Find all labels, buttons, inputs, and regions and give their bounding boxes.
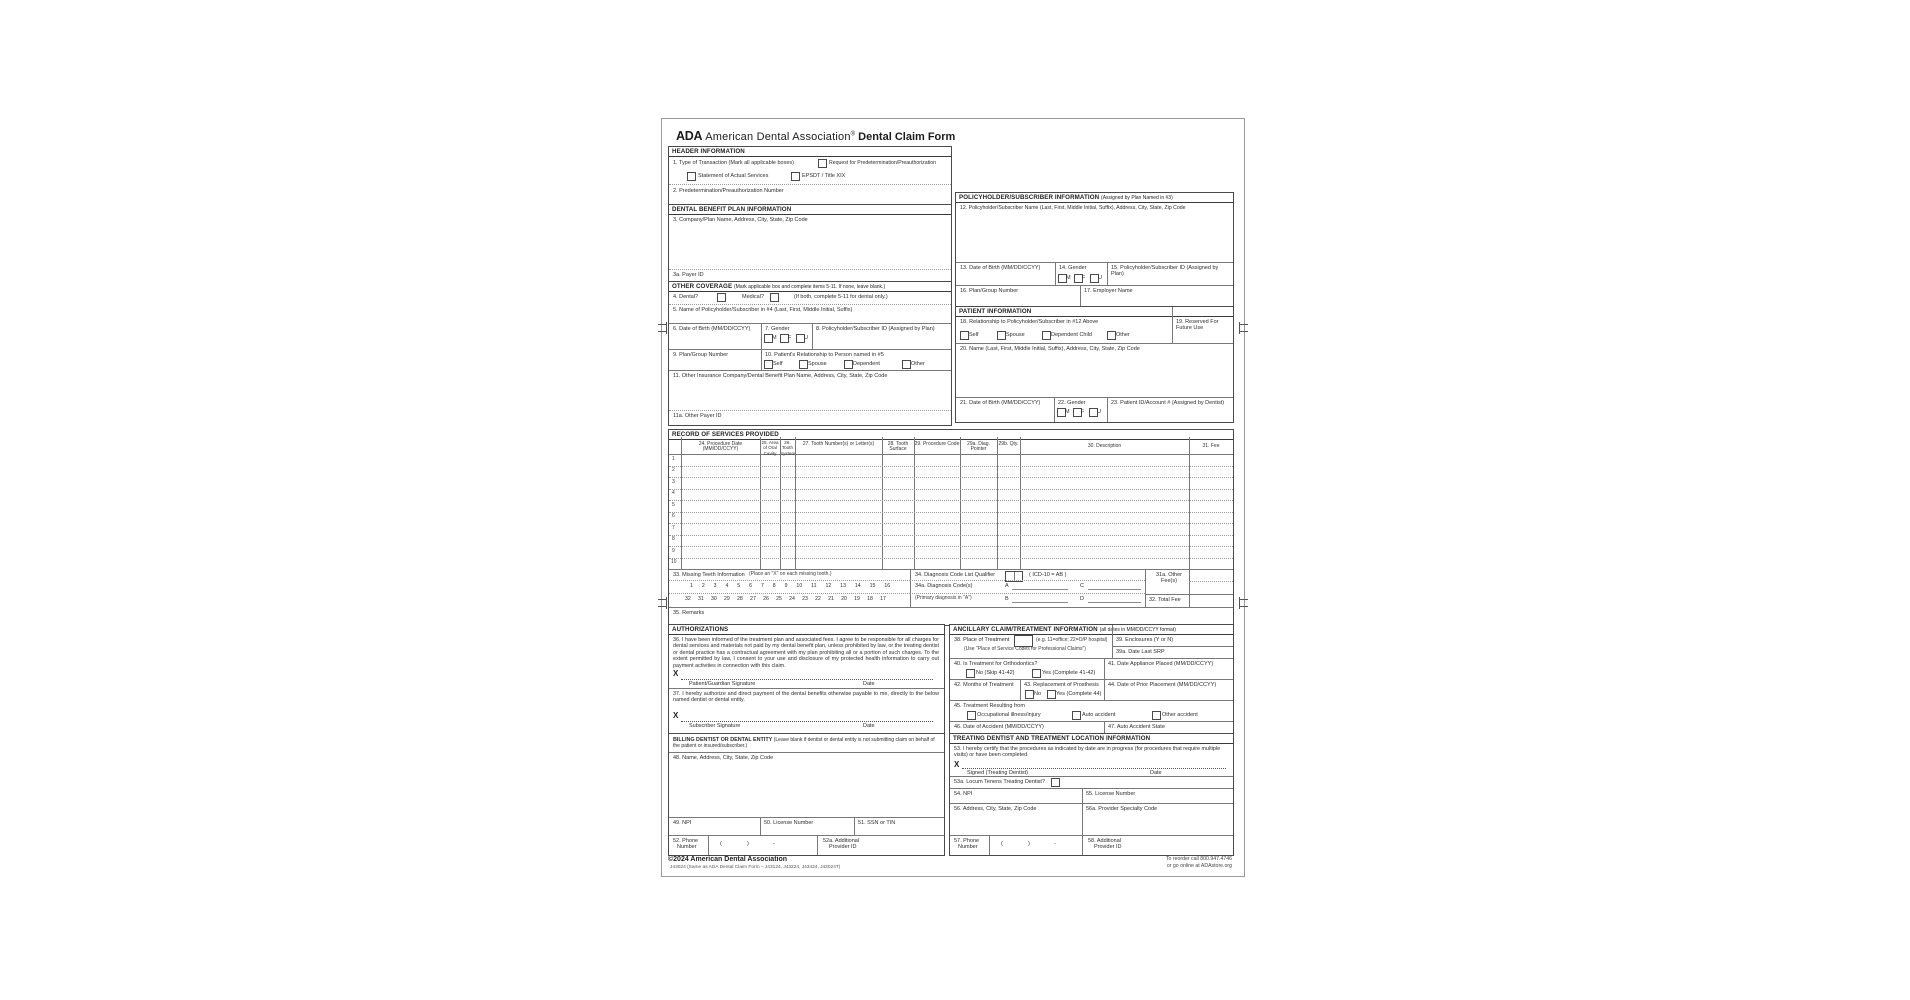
divider [760,817,761,835]
field-4-medical-label: Medical? [742,294,765,300]
divider [780,437,781,569]
divider [997,437,998,569]
divider [708,835,709,855]
divider [669,558,1233,559]
field-33-note: (Place an "X" on each missing tooth.) [749,571,832,577]
registration-mark-right-upper [1239,324,1248,332]
divider [669,835,944,836]
divider [1054,397,1055,422]
checkbox-other-medical[interactable] [770,293,779,302]
field-8-label: 8. Policyholder/Subscriber ID (Assigned by Plan) [816,326,935,332]
field-23-label: 23. Patient ID/Account # (Assigned by Dentist) [1111,400,1225,406]
service-row-number: 2 [672,467,675,473]
checkbox-10-dependent[interactable] [844,360,853,369]
phone-paren-open: ( [720,841,722,847]
col-qty: 29b. Qty. [998,441,1019,447]
divider [669,466,1233,467]
field-10-label: 10. Patient's Relationship to Person named in #5 [765,352,884,358]
field-50-label: 50. License Number [764,820,814,826]
field-53a-label: 53a. Locum Tenens Treating Dentist? [954,779,1046,785]
checkbox-10-self[interactable] [764,360,773,369]
section-policyholder [955,192,1234,309]
field-1-label: 1. Type of Transaction (Mark all applicable boxes) [673,160,794,166]
divider [950,721,1233,722]
field-54-label: 54. NPI [954,791,973,797]
field-3a-label: 3a. Payer ID [673,272,704,278]
signature-x-mark: X [673,669,679,678]
divider [669,512,1233,513]
checkbox-statement-actual-services[interactable] [687,172,696,181]
divider [1020,679,1021,700]
field-15-label: 15. Policyholder/Subscriber ID (Assigned by Plan) [1111,265,1219,278]
field-52a-label-line1: 52a. Additional [823,838,860,844]
service-row-number: 3 [672,479,675,485]
field-58-label-line1: 58. Additional [1088,838,1122,844]
footer-reorder: To reorder call 800.947.4746 [1165,856,1232,862]
divider [956,262,1233,263]
divider [669,489,1233,490]
section-treating-dentist [949,733,1234,856]
checkbox-43-no-label: No [1034,691,1042,697]
divider [669,607,1233,608]
field-16-label: 16. Plan/Group Number [960,288,1019,294]
diagnosis-b-line[interactable] [1012,602,1068,603]
section-bar: TREATING DENTIST AND TREATMENT LOCATION INFORMATION [950,734,1233,744]
divider [882,437,883,569]
field-51-label: 51. SSN or TIN [858,820,896,826]
divider [669,477,1233,478]
missing-teeth-lower-row[interactable]: 32 31 30 29 28 27 26 25 24 23 22 21 20 19 18 17 [685,596,886,602]
dependent-label: Dependent [853,361,880,367]
field-52-label-line2: Number [677,844,697,850]
divider [914,437,915,569]
field-48-label: 48. Name, Address, City, State, Zip Code [673,755,774,761]
section-bar: ANCILLARY CLAIM/TREATMENT INFORMATION (all dates in MM/DD/CCYY format) [950,625,1233,635]
divider [956,397,1233,398]
checkbox-other-dental[interactable] [717,293,726,302]
footer-code-line: J43024 (Same as ADA Dental Claim Form – J43124, J43224, J43424, J43024T) [670,865,841,870]
divider [669,688,944,689]
field-52a-label-line2: Provider ID [829,844,857,850]
col-procedure-date: 24. Procedure Date (MM/DD/CCYY) [698,441,743,453]
gender-f-label: F [1081,409,1085,415]
dental-claim-form-sheet [661,118,1245,877]
checkbox-53a-locum-tenens[interactable] [1051,778,1060,787]
divider [854,817,855,835]
section-bar: RECORD OF SERVICES PROVIDED [669,430,1233,440]
checkbox-40-yes-label: Yes (Complete 41-42) [1042,670,1096,676]
section-ancillary [949,624,1234,734]
field-52-label-line1: 52. Phone [673,838,699,844]
dependent-child-label: Dependent Child [1051,332,1092,338]
checkbox-45-other[interactable] [1152,711,1161,720]
divider [950,700,1233,701]
registration-mark-right-lower [1239,599,1248,607]
section-header-information [668,146,952,207]
checkbox-request-label: Request for Predetermination/Preauthorization [829,160,936,166]
gender-f-label: F [788,335,792,341]
section-record-of-services [668,429,1234,626]
col-tooth-surface: 28. Tooth Surface [887,441,909,453]
diagnosis-c-label: C [1080,583,1084,589]
divider [812,323,813,349]
diagnosis-d-label: D [1080,596,1084,602]
checkbox-40-yes[interactable] [1032,669,1041,678]
divider [910,593,1145,594]
field-39-label: 39. Enclosures (Y or N) [1116,637,1174,643]
signed-treating-dentist-label: Signed (Treating Dentist) [967,770,1028,776]
field-42-label: 42. Months of Treatment [954,682,1014,688]
col-tooth-numbers: 27. Tooth Number(s) or Letter(s) [802,441,875,447]
field-49-label: 49. NPI [673,820,692,826]
treating-dentist-signature-line[interactable] [962,768,1226,769]
divider [950,835,1233,836]
divider [795,437,796,569]
divider [1172,307,1173,343]
field-45-label: 45. Treatment Resulting from [954,703,1025,709]
subscriber-signature-line[interactable] [681,721,933,722]
divider [760,437,761,569]
gender-m-label: M [1066,275,1071,281]
field-37-text: 37. I hereby authorize and direct payment of the dental benefits otherwise payable to me, directly to the below named dentist or dental entity. [673,691,939,704]
divider [1080,285,1081,308]
checkbox-43-yes-label: Yes (Complete 44) [1056,691,1102,697]
field-55-label: 55. License Number [1086,791,1136,797]
divider [1020,437,1021,569]
col-fee: 31. Fee [1202,443,1220,449]
checkbox-18-other[interactable] [1107,331,1116,340]
field-11-label: 11. Other Insurance Company/Dental Benefit Plan Name, Address, City, State, Zip Code [673,373,888,379]
col-procedure-code: 29. Procedure Code [914,441,960,447]
divider [669,580,910,581]
gender-f-label: F [1082,275,1086,281]
service-row-number: 4 [672,490,675,496]
checkbox-10-spouse[interactable] [799,360,808,369]
section-patient [955,306,1234,423]
phone-paren-open: ( [1001,841,1003,847]
gender-u-label: U [1098,275,1102,281]
col-tooth-system: 26. Tooth System [780,440,796,456]
divider [669,454,1233,455]
field-11a-label: 11a. Other Payer ID [673,413,722,419]
divider [1189,581,1233,582]
checkbox-43-yes[interactable] [1047,690,1056,699]
checkbox-43-no[interactable] [1025,690,1034,699]
footer-copyright: ©2024 American Dental Association [668,856,788,863]
missing-teeth-upper-row[interactable]: 1 2 3 4 5 6 7 8 9 10 11 12 13 14 15 16 [690,583,891,589]
registration-mark-left-lower [658,599,667,607]
field-32-label: 32. Total Fee [1149,597,1181,603]
field-38-use-note: (Use "Place of Service Codes for Professional Claims") [964,646,1086,652]
service-row-number: 7 [672,525,675,531]
field-43-label: 43. Replacement of Prosthesis [1024,682,1099,688]
divider [669,323,951,324]
checkbox-40-no[interactable] [966,669,975,678]
divider [1145,569,1146,607]
field-13-label: 13. Date of Birth (MM/DD/CCYY) [960,265,1041,271]
checkbox-10-other[interactable] [902,360,911,369]
section-billing-dentist [668,733,945,856]
section-billing-header: BILLING DENTIST OR DENTAL ENTITY (Leave blank if dentist or dental entity is not submitting claim on behalf of the patient or insured/subscriber.) [673,737,935,750]
divider [1082,788,1083,803]
field-31a-label: 31a. Other Fee(s) [1156,572,1182,585]
field-21-label: 21. Date of Birth (MM/DD/CCYY) [960,400,1041,406]
field-38-label: 38. Place of Treatment [954,637,1010,643]
col-description: 30. Description [1087,443,1122,449]
checkbox-40-no-label: No (Skip 41-42) [976,670,1015,676]
checkbox-18-dependent-child[interactable] [1042,331,1051,340]
diagnosis-b-label: B [1005,596,1009,602]
divider [956,285,1233,286]
section-bar: PATIENT INFORMATION [956,307,1233,317]
divider [761,323,762,349]
gender-u-label: U [1097,409,1101,415]
section-bar: AUTHORIZATIONS [669,625,944,635]
checkbox-45-other-label: Other accident [1162,712,1198,718]
field-33-label: 33. Missing Teeth Information [673,572,745,578]
checkbox-18-spouse[interactable] [997,331,1006,340]
divider [669,569,1233,570]
divider [669,817,944,818]
field-20-label: 20. Name (Last, First, Middle Initial, Suffix), Address, City, State, Zip Code [960,346,1140,352]
phone-dash: - [1054,841,1056,847]
divider [669,304,951,305]
phone-paren-close: ) [747,841,749,847]
checkbox-epsdt-label: EPSDT / Title XIX [802,173,846,179]
spouse-label: Spouse [808,361,827,367]
field-46-label: 46. Date of Accident (MM/DD/CCYY) [954,724,1044,730]
gender-m-label: M [1065,409,1070,415]
field-53-text: 53. I hereby certify that the procedures as indicated by date are in progress (for procedures that require multiple visits) or have been completed. [954,746,1221,759]
divider [1145,594,1233,595]
field-17-label: 17. Employer Name [1084,288,1133,294]
section-bar: DENTAL BENEFIT PLAN INFORMATION [669,205,951,215]
checkbox-45-auto[interactable] [1072,711,1081,720]
divider [1082,803,1083,835]
checkbox-45-occupational-label: Occupational illness/injury [977,712,1041,718]
divider [669,535,1233,536]
divider [1082,835,1083,855]
field-58-label-line2: Provider ID [1094,844,1122,850]
divider [669,410,951,411]
subscriber-signature-label: Subscriber Signature [689,723,741,729]
divider [669,349,951,350]
ada-logo: ADA [676,129,703,143]
field-34-label: 34. Diagnosis Code List Qualifier [915,572,996,578]
service-row-number: 8 [672,536,675,542]
divider [1189,569,1190,607]
field-35-label: 35. Remarks [673,610,705,616]
section-other-coverage [668,281,952,426]
date-label: Date [1150,770,1162,776]
field-34a-label: 34a. Diagnosis Code(s) [915,583,973,589]
divider [910,580,1145,581]
field-57-label-line2: Number [958,844,978,850]
field-19-label: 19. Reserved For Future Use [1176,319,1219,332]
self-label: Self [969,332,979,338]
checkbox-request-predetermination[interactable] [818,159,827,168]
divider [681,437,682,569]
field-41-label: 41. Date Appliance Placed (MM/DD/CCYY) [1108,661,1214,667]
divider [1104,679,1105,700]
checkbox-epsdt[interactable] [791,172,800,181]
section-dental-benefit-plan [668,204,952,284]
service-row-number: 1 [672,456,675,462]
service-row-number: 10 [671,559,677,565]
divider [817,835,818,855]
divider [669,269,951,270]
field-44-label: 44. Date of Prior Placement (MM/DD/CCYY) [1108,682,1217,688]
divider [950,658,1233,659]
service-row-number: 6 [672,513,675,519]
service-row-number: 9 [672,548,675,554]
divider [950,803,1233,804]
checkbox-statement-label: Statement of Actual Services [698,173,769,179]
signature-x-mark: X [954,760,960,769]
field-40-label: 40. Is Treatment for Orthodontics? [954,661,1038,667]
diagnosis-d-line[interactable] [1088,602,1141,603]
field-39a-label: 39a. Date Last SRP [1116,649,1165,655]
other-label: Other [1116,332,1130,338]
divider [1107,397,1108,422]
divider [669,593,910,594]
field-18-label: 18. Relationship to Policyholder/Subscriber in #12 Above [960,319,1099,325]
diagnosis-a-line[interactable] [1012,589,1068,590]
divider [669,500,1233,501]
field-38-eg-note: (e.g. 11=office; 22=O/P hospital) [1036,637,1108,643]
field-7-label: 7. Gender [765,326,790,332]
divider [910,569,911,607]
spouse-label: Spouse [1006,332,1025,338]
divider [669,752,944,753]
col-diag-pointer: 29a. Diag. Pointer [967,441,990,453]
divider [1104,658,1105,679]
divider [950,788,1233,789]
field-14-label: 14. Gender [1059,265,1087,271]
divider [1055,262,1056,285]
section-authorizations [668,624,945,734]
patient-signature-label: Patient/Guardian Signature [689,681,756,687]
section-bar: POLICYHOLDER/SUBSCRIBER INFORMATION (Assigned by Plan Named in #3) [956,193,1233,203]
checkbox-45-occupational[interactable] [967,711,976,720]
divider [956,343,1233,344]
divider [669,370,951,371]
section-bar: HEADER INFORMATION [669,147,951,157]
field-36-text: 36. I have been informed of the treatment plan and associated fees. I agree to be responsible for all charges for dental services and materials not paid by my dental benefit plan, unless prohibited by law, or the treating dentist or dental practice has a contractual agreement with my plan prohibiting all or a portion of such charges. To the extent permitted by law, I consent to your use and disclosure of my protected health information to carry out payment activities in connection with this claim. [673,637,939,669]
diagnosis-a-label: A [1005,583,1009,589]
phone-paren-close: ) [1028,841,1030,847]
divider [1112,625,1113,658]
field-4-note: (If both, complete 5-11 for dental only.) [794,294,888,300]
field-57-label-line1: 57. Phone [954,838,980,844]
gender-m-label: M [772,335,777,341]
divider [1104,721,1105,733]
divider [669,523,1233,524]
date-label: Date [863,723,875,729]
field-2-label: 2. Predetermination/Preauthorization Number [673,188,784,194]
divider [1189,437,1190,569]
field-5-label: 5. Name of Policyholder/Subscriber in #4 (Last, First, Middle Initial, Suffix) [673,307,853,313]
field-56-label: 56. Address, City, State, Zip Code [954,806,1037,812]
divider [669,184,951,185]
field-9-label: 9. Plan/Group Number [673,352,729,358]
diagnosis-c-line[interactable] [1088,589,1141,590]
divider [950,679,1233,680]
field-6-label: 6. Date of Birth (MM/DD/CCYY) [673,326,751,332]
checkbox-18-self[interactable] [960,331,969,340]
field-56a-label: 56a. Provider Specialty Code [1086,806,1158,812]
signature-x-mark: X [673,711,679,720]
other-label: Other [911,361,925,367]
field-34a-note: (Primary diagnosis in "A") [915,595,972,601]
divider [1107,262,1108,285]
field-47-label: 47. Auto Accident State [1108,724,1165,730]
field-34-note: ( ICD-10 = AB ) [1029,572,1067,578]
phone-dash: - [773,841,775,847]
registration-mark-left-upper [658,324,667,332]
gender-u-label: U [804,335,808,341]
field-4-dental-label: 4. Dental? [673,294,699,300]
form-title: ADA American Dental Association® Dental Claim Form [676,129,956,143]
service-row-number: 5 [672,502,675,508]
footer-online: or go online at ADAstore.org [1166,863,1232,869]
date-label: Date [863,681,875,687]
checkbox-45-auto-label: Auto accident [1082,712,1116,718]
divider [960,437,961,569]
section-bar: OTHER COVERAGE (Mark applicable box and complete items 5-11. If none, leave blank.) [669,282,951,292]
col-area-oral-cavity: 25. Area of Oral Cavity [761,440,779,456]
patient-signature-line[interactable] [681,679,933,680]
divider [669,546,1233,547]
divider [989,835,990,855]
self-label: Self [773,361,783,367]
divider [761,349,762,370]
field-3-label: 3. Company/Plan Name, Address, City, State, Zip Code [673,217,808,223]
divider [950,776,1233,777]
field-22-label: 22. Gender [1058,400,1086,406]
divider [1112,646,1233,647]
field-12-label: 12. Policyholder/Subscriber Name (Last, First, Middle Initial, Suffix), Address, City, State, Zip Code [960,205,1186,211]
